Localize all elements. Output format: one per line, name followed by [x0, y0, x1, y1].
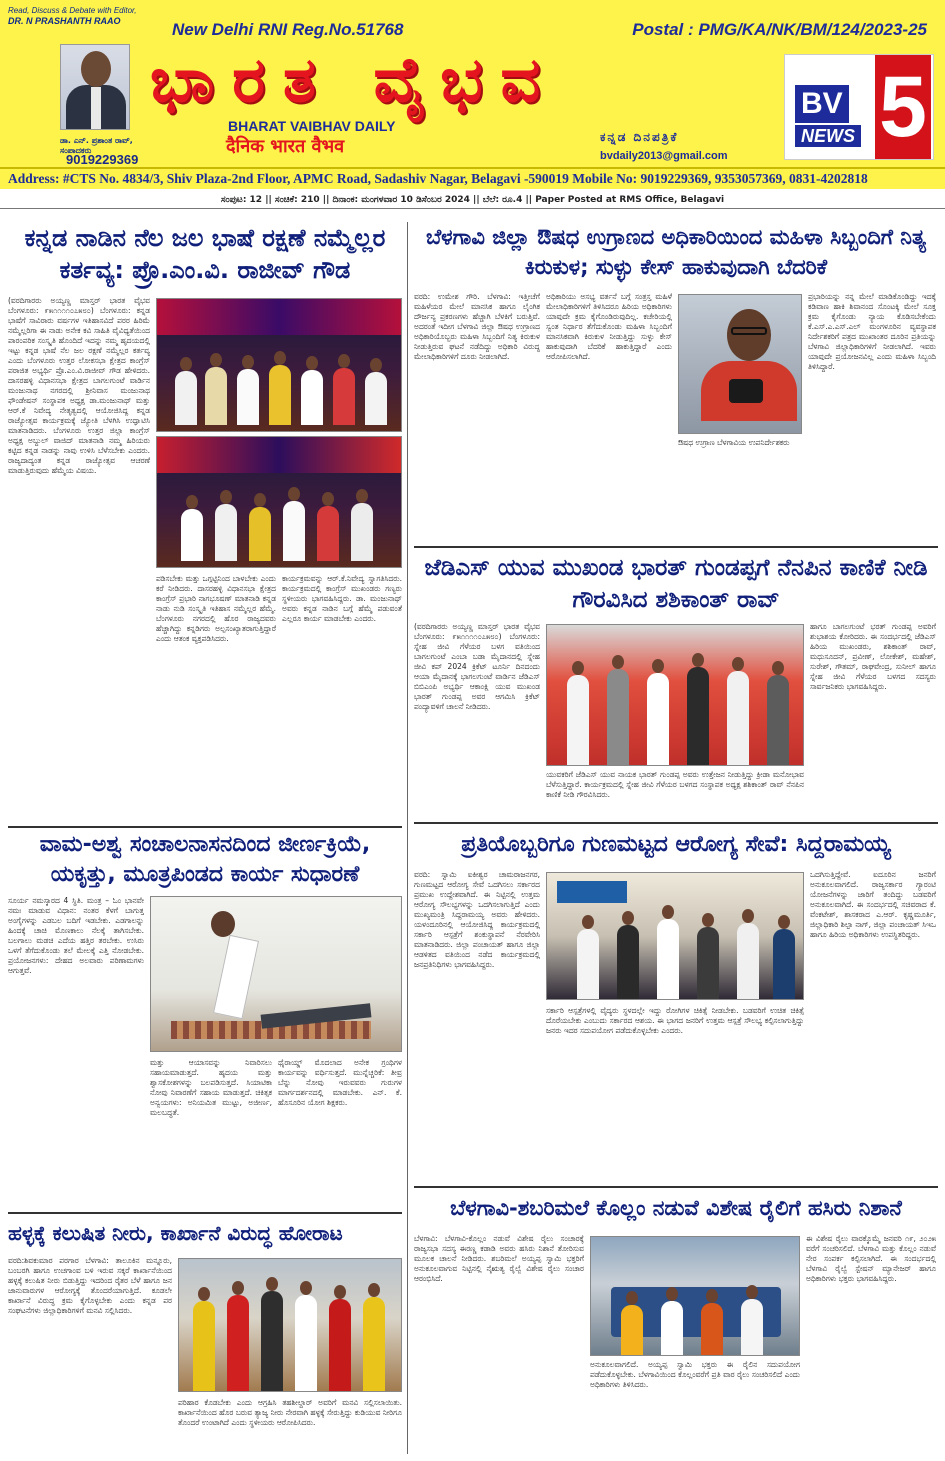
article-byline: (ವರದಿಗಾರರು ಅಯ್ಯಣ್ಣ ಮಾಸ್ತರ್ ಭಾರತ ವೈಭವ ಬೆಂಗಳೂರು: ೯೫೧೧೧೧೦೭೫೮೦): [8, 296, 150, 315]
section-divider: [414, 1186, 938, 1188]
editor-caption: ಡಾ. ಎನ್. ಪ್ರಶಾಂತ ರಾವ್, ಸಂಪಾದಕರು: [60, 136, 133, 155]
article-text-col3: ಹಾಗೂ ಬಾಗಲಗುಂಟೆ ಭರತ್ ಗುಂಡಪ್ಪ ಅವರಿಗೆ ಶುಭಾಶಯ ಕೋರಿದರು. ಈ ಸಂದರ್ಭದಲ್ಲಿ ಜೆಡಿಎಸ್ ಹಿರಿಯ ಮುಖಂಡರು, ಶಶಿಕಾಂತ್ ರಾವ್, ಮಧುಸೂದನ್, ಪ್ರವೀಣ್, ಲೋಕೇಶ್, ಮಹೇಶ್, ಸುರೇಶ್, ಗೌತಮ್, ರಾಘವೇಂದ್ರ, ಸುನೀಲ್ ಹಾಗೂ ಸ್ನೇಹ ಜೀವಿ ಗೆಳೆಯರ ಬಳಗದ ಸದಸ್ಯರು ಸಾರ್ವಜನಿಕರು ಭಾಗವಹಿಸಿದ್ದರು.: [810, 622, 936, 691]
editor-phone: 9019229369: [66, 152, 139, 167]
logo-bv: BV: [795, 85, 849, 123]
subtitle-hindi: दैनिक भारत वैभव: [226, 136, 345, 157]
article-byline: ಸೂರ್ಯ ನಮಸ್ಕಾರದ 4 ಸ್ಥಿತಿ. ಮಂತ್ರ – ಓಂ ಭಾನವೇ ನಮಃ: [8, 896, 144, 915]
article-headline: ಬೆಳಗಾವಿ-ಶಬರಿಮಲೆ ಕೊಲ್ಲಂ ನಡುವೆ ವಿಶೇಷ ರೈಲಿಗೆ ಹಸಿರು ನಿಶಾನೆ: [450, 1196, 902, 1220]
article-text-col2: ಅಧಿಕಾರಿಯು ಅಸಭ್ಯ ವರ್ತನೆ ಬಗ್ಗೆ ಸಂತ್ರಸ್ತ ಮಹಿಳೆ ಮೇಲಾಧಿಕಾರಿಗಳಿಗೆ ತಿಳಿಸಿದರೂ ಹಿರಿಯ ಅಧಿಕಾರಿಗಳು ಯಾವುದೇ ಕ್ರಮ ಕೈಗೊಂಡಿರುವುದಿಲ್ಲ. ಕಚೇರಿಯಲ್ಲಿ ಸ್ವಂತ ನಿರ್ಧಾರ ತೆಗೆದುಕೊಂಡು ಮಹಿಳಾ ಸಿಬ್ಬಂದಿಗೆ ಮಾನಸಿಕವಾಗಿ ಕಿರುಕುಳ ನೀಡುತ್ತಿದ್ದು ಸುಳ್ಳು ಕೇಸ್ ಹಾಕುವುದಾಗಿ ಬೆದರಿಕೆ ಹಾಕುತ್ತಿದ್ದಾರೆ ಎಂದು ಆರೋಪಿಸಲಾಗಿದೆ.: [546, 292, 672, 361]
article-headline: ಜೆಡಿಎಸ್ ಯುವ ಮುಖಂಡ ಭಾರತ್ ಗುಂಡಪ್ಪಗೆ ನೆನಪಿನ ಕಾಣಿಕೆ ನೀಡಿ ಗೌರವಿಸಿದ ಶಶಿಕಾಂತ್ ರಾವ್: [424, 555, 928, 613]
article-text-col2: ಪಡಿಸಬೇಕು ಮತ್ತು ಒಗ್ಗಟ್ಟಿನಿಂದ ಬಾಳಬೇಕು ಎಂದು ಕರೆ ನೀಡಿದರು. ದಾಸರಹಳ್ಳಿ ವಿಧಾನಸಭಾ ಕ್ಷೇತ್ರದ ಕಾಂಗ್ರೆಸ್ ಪ್ರಭಾರಿ ನಾಗಭೂಷಣ್ ಮಾತನಾಡಿ ಕನ್ನಡ ನಾಡು ನುಡಿ ಸಂಸ್ಕೃತಿ ಇತಿಹಾಸ ನಮ್ಮೆಲ್ಲರ ಹೆಮ್ಮೆ. ಬೆಂಗಳೂರು ನಗರದಲ್ಲಿ ಹೊರ ರಾಜ್ಯದವರು ಹೆಚ್ಚಾಗಿದ್ದು ಕನ್ನಡಿಗರು ಅಲ್ಪಸಂಖ್ಯಾತರಾಗುತ್ತಿದ್ದಾರೆ ಎಂದು ಆತಂಕ ವ್ಯಕ್ತಪಡಿಸಿದರು.: [156, 574, 276, 643]
editor-box: [8, 6, 148, 166]
article-body: [8, 296, 150, 822]
article-text-col1: ವರದಿ: ಸ್ವಾಮಿ ಐಕೀಶ್ವರ ಚಾಮರಾಜನಗರ, ಗುಣಮಟ್ಟದ ಆರೋಗ್ಯ ಸೇವೆ ಒದಗಿಸಲು ಸರ್ಕಾರದ ಪ್ರಮುಖ ಉದ್ದೇಶವಾಗಿದೆ. ಈ ನಿಟ್ಟಿನಲ್ಲಿ ಉತ್ತಮ ಆರೋಗ್ಯ ಸೌಲಭ್ಯಗಳನ್ನು ಒದಗಿಸಲಾಗುತ್ತಿದೆ ಎಂದು ಮುಖ್ಯಮಂತ್ರಿ ಸಿದ್ದರಾಮಯ್ಯ ಅವರು ಹೇಳಿದರು. ಯಳಂದೂರಿನಲ್ಲಿ ಆಯೋಜಿಸಿದ್ದ ಕಾರ್ಯಕ್ರಮದಲ್ಲಿ ಸರ್ಕಾರಿ ಆಸ್ಪತ್ರೆಗೆ ಶಂಕುಸ್ಥಾಪನೆ ನೆರವೇರಿಸಿ ಮಾತನಾಡಿದರು. ಜಿಲ್ಲಾ ಪಂಚಾಯತ್ ಹಾಗೂ ಜಿಲ್ಲಾ ಆಡಳಿತದ ವತಿಯಿಂದ ನಡೆದ ಕಾರ್ಯಕ್ರಮದಲ್ಲಿ ಜನಪ್ರತಿನಿಧಿಗಳು ಭಾಗವಹಿಸಿದ್ದರು.: [414, 870, 540, 969]
article-text-col2: ಯುವಕರಿಗೆ ಜೆಡಿಎಸ್ ಯುವ ನಾಯಕ ಭಾರತ್ ಗುಂಡಪ್ಪ ಅವರು ಉತ್ತೇಜನ ನೀಡುತ್ತಿದ್ದು ಕ್ರೀಡಾ ಮನೋಭಾವ ಬೆಳೆಸುತ್ತಿದ್ದಾರೆ. ಕಾರ್ಯಕ್ರಮದಲ್ಲಿ ಸ್ನೇಹ ಜೀವಿ ಗೆಳೆಯರ ಬಳಗದ ಸಂಸ್ಥಾಪಕ ಅಧ್ಯಕ್ಷ ಶಶಿಕಾಂತ್ ರಾವ್ ನೆನಪಿನ ಕಾಣಿಕೆ ನೀಡಿ ಗೌರವಿಸಿದರು.: [546, 770, 804, 799]
article-photo-stage-1: [156, 298, 402, 432]
editor-photo: [60, 44, 130, 130]
yoga-pose-photo: [150, 896, 402, 1052]
section-divider: [414, 822, 938, 824]
logo-number: 5: [875, 55, 931, 159]
article-drug-warehouse: [414, 222, 938, 540]
masthead: [0, 0, 945, 167]
article-text-col2: ಅನುಕೂಲವಾಗಲಿದೆ. ಅಯ್ಯಪ್ಪ ಸ್ವಾಮಿ ಭಕ್ತರು ಈ ರೈಲಿನ ಸದುಪಯೋಗ ಪಡೆದುಕೊಳ್ಳಬೇಕು. ಬೆಳಗಾವಿಯಿಂದ ಕೊಲ್ಲಂವರೆಗೆ ಪ್ರತಿ ವಾರ ರೈಲು ಸಂಚರಿಸಲಿದೆ ಎಂದು ಅಧಿಕಾರಿಗಳು ತಿಳಿಸಿದರು.: [590, 1360, 800, 1389]
article-kannada-nadu: [8, 222, 402, 822]
article-text-col2: ಪರಿಹಾರ ಕೊಡಬೇಕು ಎಂದು ಆಗ್ರಹಿಸಿ ತಹಶೀಲ್ದಾರ್ ಅವರಿಗೆ ಮನವಿ ಸಲ್ಲಿಸಲಾಯಿತು. ಕಾರ್ಖಾನೆಯಿಂದ ಹೊರ ಬರುವ ತ್ಯಾಜ್ಯ ನೀರು ನೇರವಾಗಿ ಹಳ್ಳಕ್ಕೆ ಸೇರುತ್ತಿದ್ದು ಕುಡಿಯುವ ನೀರಿಗೂ ತೊಂದರೆ ಉಂಟಾಗಿದೆ ಎಂದು ಸ್ಥಳೀಯರು ಆರೋಪಿಸಿದರು.: [178, 1398, 402, 1427]
section-divider: [8, 1212, 402, 1214]
article-text-col3: ಈ ವಿಶೇಷ ರೈಲು ವಾರಕ್ಕೊಮ್ಮೆ ಜನವರಿ ೧೯, ೨೦೨೫ ವರೆಗೆ ಸಂಚರಿಸಲಿದೆ. ಬೆಳಗಾವಿ ಮತ್ತು ಕೊಲ್ಲಂ ನಡುವೆ ನೇರ ಸಂಪರ್ಕ ಕಲ್ಪಿಸಲಾಗಿದೆ. ಈ ಸಂದರ್ಭದಲ್ಲಿ ಬೆಳಗಾವಿ ರೈಲ್ವೆ ಸ್ಟೇಷನ್ ಮ್ಯಾನೇಜರ್ ಹಾಗೂ ಅಧಿಕಾರಿಗಳು ಭಕ್ತರು ಭಾಗವಹಿಸಿದ್ದರು.: [806, 1234, 936, 1283]
section-divider: [414, 546, 938, 548]
subtitle-english: BHARAT VAIBHAV DAILY: [228, 118, 396, 134]
cm-event-photo: [546, 872, 804, 1000]
article-jds-leader: [414, 552, 938, 818]
section-divider: [8, 826, 402, 828]
article-text-col3: ಪ್ರಭಾರಿಯನ್ನು ನನ್ನ ಮೇಲೆ ಮಾಡಿಕೊಂಡಿದ್ದು ಇದಕ್ಕೆ ಕಡಿವಾಣ ಹಾಕಿ ಶಿವಾನಂದ ಸೊಂಟಕ್ಕಿ ಮೇಲೆ ಸೂಕ್ತ ಕ್ರಮ ಕೈಗೊಂಡು ನ್ಯಾಯ ಕೊಡಿಸಬೇಕೆಂದು ಕೆ.ಎಸ್.ಎ.ಎಸ್.ಎಲ್ ಮಂಗಳೂರಿನ ವ್ಯವಸ್ಥಾಪಕ ನಿರ್ದೇಶಕರಿಗೆ ಪತ್ರದ ಮುಖಾಂತರ ದೂರಿನ ಪ್ರತಿಯನ್ನು ಬೆಳಗಾವಿ ಜಿಲ್ಲಾಧಿಕಾರಿಗಳಿಗೆ ನೀಡಲಾಗಿದೆ. ಇವರು ಯಾವುದೇ ಪ್ರಯೋಜನವಿಲ್ಲ ಎಂದು ಮಹಿಳಾ ಸಿಬ್ಬಂದಿ ತಿಳಿಸಿದ್ದಾರೆ.: [808, 292, 936, 371]
article-yoga: [8, 830, 402, 1208]
article-text: ಬೆಂಗಳೂರು: ಸ್ನೇಹ ಜೀವಿ ಗೆಳೆಯರ ಬಳಗ ವತಿಯಿಂದ ಬಾಗಲಗುಂಟೆ ಎಂಬಾ ಬಡಾ ಮೈದಾನದಲ್ಲಿ ಸ್ನೇಹ ಜೀವಿ ಕಪ್ 2024 ಕ್ರಿಕೆಟ್ ಟೂರ್ನಿ ದಿನದಂದು ಆಯಾ ಮೈದಾನಕ್ಕೆ ಭಾಗಲಗುಂಟೆ ವಾರ್ಡಿನ ಜೆಡಿಎಸ್ ಬಿಬಿಎಂಪಿ ಅಭ್ಯರ್ಥಿ ಆಕಾಂಕ್ಷಿ ಯುವ ಮುಖಂಡ ಭಾರತ್ ಗುಂಡಪ್ಪ ಅವರ ಆಗಮಿಸಿ ಕ್ರಿಕೆಟ್ ಪಂದ್ಯಾವಳಿಗೆ ಚಾಲನೆ ನೀಡಿದರು.: [414, 632, 540, 711]
officer-photo: [678, 294, 802, 434]
article-text-col1: ವರದಿ:ಶಿವಕುಮಾರ ಪರಗಾರ ಬೆಳಗಾವಿ: ತಾಲೂಕಿನ ಮನ್ನೂರು, ಬಂಬರಗಿ ಹಾಗೂ ಉಚಗಾಂವ ಬಳಿ ಇರುವ ಸಕ್ಕರೆ ಕಾರ್ಖಾನೆಯಿಂದ ಹಳ್ಳಕ್ಕೆ ಕಲುಷಿತ ನೀರು ಬಿಡುತ್ತಿದ್ದು ಇದರಿಂದ ರೈತರ ಬೆಳೆ ಹಾಗೂ ಜನ ಜಾನುವಾರುಗಳ ಆರೋಗ್ಯಕ್ಕೆ ತೊಂದರೆಯಾಗುತ್ತಿದೆ. ಕೂಡಲೇ ಕಾರ್ಖಾನೆ ವಿರುದ್ಧ ಕ್ರಮ ಕೈಗೊಳ್ಳಬೇಕು ಎಂದು ಕನ್ನಡ ಪರ ಸಂಘಟನೆಗಳು ಜಿಲ್ಲಾಧಿಕಾರಿಗಳಿಗೆ ಮನವಿ ಸಲ್ಲಿಸಿದರು.: [8, 1256, 172, 1315]
article-text-col2: ಮತ್ತು ಆಯಾಸವನ್ನು ನಿವಾರಿಸಲು ಸಹಾಯಮಾಡುತ್ತದೆ. ಹೃದಯ ಮತ್ತು ಶ್ವಾಸಕೋಶಗಳನ್ನು ಬಲಪಡಿಸುತ್ತದೆ. ಸಿಯಾಟಿಕಾ ನೋವು ನಿವಾರಣೆಗೆ ಸಹಾಯ ಮಾಡುತ್ತದೆ. ಚಿಕಿತ್ಸಕ ಅನ್ವಯಗಳು: ಅನಿಯಮಿತ ಮುಟ್ಟು, ಅಜೀರ್ಣ, ಮಲಬದ್ಧತೆ.: [150, 1058, 272, 1117]
article-health-service: [414, 828, 938, 1182]
article-headline: ಪ್ರತಿಯೊಬ್ಬರಿಗೂ ಗುಣಮಟ್ಟದ ಆರೋಗ್ಯ ಸೇವೆ: ಸಿದ್ದರಾಮಯ್ಯ: [461, 832, 891, 857]
article-body: [414, 622, 540, 818]
newspaper-title: ಭಾರತ ವೈಭವ: [150, 43, 559, 116]
article-text-col1: ವರದಿ: ಉಮೇಶ ಗೌರಿ. ಬೆಳಗಾವಿ: ಇತ್ತೀಚೆಗೆ ಮಹಿಳೆಯರ ಮೇಲೆ ಮಾನಸಿಕ ಹಾಗೂ ಲೈಂಗಿಕ ದೌರ್ಜನ್ಯ ಪ್ರಕರಣಗಳು ಹೆಚ್ಚಾಗಿ ಬೆಳಕಿಗೆ ಬರುತ್ತಿವೆ. ಅದರಂತೆ ಇದೀಗ ಬೆಳಗಾವಿ ಜಿಲ್ಲಾ ಔಷಧ ಉಗ್ರಾಣದ ಅಧಿಕಾರಿಯೊಬ್ಬರು ಮಹಿಳಾ ಸಿಬ್ಬಂದಿಗೆ ನಿತ್ಯ ಕಿರುಕುಳ ನೀಡುತ್ತಿರುವ ಘಟನೆ ನಡೆದಿದ್ದು ಅಧಿಕಾರಿ ವಿರುದ್ಧ ಮೇಲಾಧಿಕಾರಿಗಳಿಗೆ ದೂರು ನೀಡಲಾಗಿದೆ.: [414, 292, 540, 361]
column-divider: [407, 222, 408, 1454]
article-text-col3: ಒದಗಿಸುತ್ತಿದ್ದೇವೆ. ಐದೂರಿನ ಜನರಿಗೆ ಅನುಕೂಲವಾಗಲಿದೆ. ರಾಜ್ಯಸರ್ಕಾರ ಗ್ಯಾರಂಟಿ ಯೋಜನೆಗಳನ್ನು ಜಾರಿಗೆ ತಂದಿದ್ದು ಬಡವರಿಗೆ ಅನುಕೂಲವಾಗಿದೆ. ಈ ಸಂದರ್ಭದಲ್ಲಿ ಸಚಿವರಾದ ಕೆ. ವೆಂಕಟೇಶ್, ಶಾಸಕರಾದ ಎ.ಆರ್. ಕೃಷ್ಣಮೂರ್ತಿ, ಜಿಲ್ಲಾಧಿಕಾರಿ ಶಿಲ್ಪಾ ನಾಗ್, ಜಿಲ್ಲಾ ಪಂಚಾಯತ್ ಸಿಇಒ ಹಾಗೂ ಹಿರಿಯ ಅಧಿಕಾರಿಗಳು ಉಪಸ್ಥಿತರಿದ್ದರು.: [810, 870, 936, 939]
issue-line: ಸಂಪುಟ: 12 || ಸಂಚಿಕೆ: 210 || ದಿನಾಂಕ: ಮಂಗಳವಾರ 10 ಡಿಸೆಂಬರ 2024 || ಬೆಲೆ: ರೂ.4 || Paper Posted at RMS Office, Belagavi: [0, 191, 945, 209]
postal-number: Postal : PMG/KA/NK/BM/124/2023-25: [632, 20, 927, 39]
photo-caption: ಔಷಧ ಉಗ್ರಾಣ ಬೆಳಗಾವಿಯ ಉಪನಿರ್ದೇಶಕರು: [678, 438, 790, 447]
article-text-col3: ಥೈರಾಯ್ಡ್ ಮೊದಲಾದ ಅನೇಕ ಗ್ರಂಥಿಗಳ ಕಾರ್ಯವನ್ನು ವರ್ಧಿಸುತ್ತದೆ. ಮುನ್ನೆಚ್ಚರಿಕೆ: ತೀವ್ರ ಬೆನ್ನು ನೋವು ಇರುವವರು ಗುರುಗಳ ಮಾರ್ಗದರ್ಶನದಲ್ಲಿ ಮಾಡಬೇಕು. ಎನ್. ಕೆ. ಹೊಸೂರಿನ ಯೋಗ ಶಿಕ್ಷಕರು.: [278, 1058, 402, 1107]
article-text-col2: ಸರ್ಕಾರಿ ಆಸ್ಪತ್ರೆಗಳಲ್ಲಿ ವೈದ್ಯರು ಸ್ಥಳದಲ್ಲೇ ಇದ್ದು ರೋಗಿಗಳ ಚಿಕಿತ್ಸೆ ನೀಡಬೇಕು. ಬಡವರಿಗೆ ಉಚಿತ ಚಿಕಿತ್ಸೆ ದೊರೆಯಬೇಕು ಎಂಬುದು ಸರ್ಕಾರದ ಆಶಯ. ಈ ಭಾಗದ ಜನರಿಗೆ ಉತ್ತಮ ಆಸ್ಪತ್ರೆ ಸೌಲಭ್ಯ ಕಲ್ಪಿಸಲಾಗುತ್ತಿದ್ದು ಜನರು ಇದರ ಸದುಪಯೋಗ ಪಡೆದುಕೊಳ್ಳಬೇಕು ಎಂದರು.: [546, 1006, 804, 1035]
article-body: [8, 896, 144, 1208]
article-headline: ಹಳ್ಳಕ್ಕೆ ಕಲುಷಿತ ನೀರು, ಕಾರ್ಖಾನೆ ವಿರುದ್ಧ ಹೋರಾಟ: [8, 1221, 343, 1245]
rni-number: New Delhi RNI Reg.No.51768: [172, 20, 404, 39]
article-headline: ವಾಮ-ಅಶ್ವ ಸಂಚಾಲನಾಸನದಿಂದ ಜೀರ್ಣಕ್ರಿಯೆ, ಯಕೃತ್ತು, ಮೂತ್ರಪಿಂಡದ ಕಾರ್ಯ ಸುಧಾರಣೆ: [39, 832, 371, 887]
editor-name: DR. N PRASHANTH RAAO: [8, 16, 121, 26]
train-flag-off-photo: [590, 1236, 800, 1356]
article-text-col1: ಬೆಳಗಾವಿ: ಬೆಳಗಾವಿ-ಕೊಲ್ಲಂ ನಡುವೆ ವಿಶೇಷ ರೈಲು ಸಂಚಾರಕ್ಕೆ ರಾಜ್ಯಸಭಾ ಸದಸ್ಯ ಈರಣ್ಣ ಕಡಾಡಿ ಅವರು ಹಸಿರು ನಿಶಾನೆ ತೋರಿಸುವ ಮೂಲಕ ಚಾಲನೆ ನೀಡಿದರು. ಶಬರಿಮಲೆ ಅಯ್ಯಪ್ಪ ಸ್ವಾಮಿ ಭಕ್ತರಿಗೆ ಅನುಕೂಲವಾಗುವ ನಿಟ್ಟಿನಲ್ಲಿ ನೈಋತ್ಯ ರೈಲ್ವೆ ವಿಶೇಷ ರೈಲು ಸಂಚಾರ ಆರಂಭಿಸಿದೆ.: [414, 1234, 584, 1283]
editor-tagline: Read, Discuss & Debate with Editor,: [8, 6, 137, 15]
article-text: ಬೆಂಗಳೂರು: ಕನ್ನಡ ಭಾಷೆಗೆ ಸಾವಿರಾರು ವರ್ಷಗಳ ಇತಿಹಾಸವಿದೆ ಪರರ ಹಿರಿಮೆ ನಮ್ಮೆಲ್ಲರಿಗಾ ಈ ನಾಡು ಅನೇಕ ಕವಿ ಸಾಹಿತಿ ವೈವಿಧ್ಯತೆಯಿಂದ ಪಾರಂಪರಿಕ ಸಂಸ್ಕೃತಿ ಹೊಂದಿದೆ ಇದನ್ನು ನಮ್ಮ ಹೃದಯದಲ್ಲಿ ಇಟ್ಟು ಕನ್ನಡ ಭಾಷೆ ನೆಲ ಜಲ ರಕ್ಷಣೆ ನಮ್ಮೆಲ್ಲರ ಕರ್ತವ್ಯ ಎಂದು ಬೆಂಗಳೂರು ಉತ್ತರ ಲೋಕಸಭಾ ಕ್ಷೇತ್ರದ ಕಾಂಗ್ರೆಸ್ ಪರಾಜಿತ ಅಭ್ಯರ್ಥಿ ಪ್ರೊ.ಎಂ.ವಿ.ರಾಜೀವ್ ಗೌಡ ಹೇಳಿದರು. ದಾಸರಹಳ್ಳಿ ವಿಧಾನಸಭಾ ಕ್ಷೇತ್ರದ ಬಾಗಲಗುಂಟೆ ವಾರ್ಡಿನ ಮಂಜುನಾಥ ನಗರದಲ್ಲಿ ಶ್ರೀನಿವಾಸ ಮಂಜುನಾಥ ಫೌಂಡೇಷನ್ ಸಂಸ್ಥಾಪಕ ಅಧ್ಯಕ್ಷ ಡಾ.ಮಂಜುನಾಥ್ ಮತ್ತು ಆರ್.ಕೆ ನಿವೇದ್ಯ ನೇತೃತ್ವದಲ್ಲಿ ಆಯೋಜಿಸಿದ್ದ ಕನ್ನಡ ರಾಜ್ಯೋತ್ಸವ ಕಾರ್ಯಕ್ರಮಕ್ಕೆ ಜ್ಯೋತಿ ಬೆಳಗಿಸಿ ಉದ್ಘಾಟಿಸಿ ಮಾತನಾಡಿದರು. ಬೆಂಗಳೂರು ಉತ್ತರ ಜಿಲ್ಲಾ ಕಾಂಗ್ರೆಸ್ ಅಧ್ಯಕ್ಷ ಅಬ್ದುಲ್ ವಾಜಿದ್ ಮಾತನಾಡಿ ನಮ್ಮ ಹಿರಿಯರು ಕಟ್ಟಿದ ಕನ್ನಡ ನಾಡನ್ನು ನಾವು ಉಳಿಸಿ ಬೆಳೆಸಬೇಕು ಎಂದರು. ರಾಜ್ಯದಾದ್ಯಂತ ಕನ್ನಡ ರಾಜ್ಯೋತ್ಸವ ಆಚರಣೆ ಮಾಡುತ್ತಿರುವುದು ಹೆಮ್ಮೆಯ ವಿಷಯ.: [8, 306, 150, 475]
article-polluted-water: [8, 1218, 402, 1454]
bv5-news-logo: [784, 54, 934, 160]
address-bar: Address: #CTS No. 4834/3, Shiv Plaza-2nd Floor, APMC Road, Sadashiv Nagar, Belagavi -590019 Mobile No: 9019229369, 9353057369, 0831-4202818: [0, 167, 945, 189]
memorandum-photo: [178, 1258, 402, 1392]
article-photo-felicitation: [546, 624, 804, 766]
article-text: ಮಾಡುವ ವಿಧಾನ: ನಂತರ ಕೆಳಗೆ ಬಾಗುತ್ತ ಅಂಗೈಗಳನ್ನು ಎಡಬಲ ಬದಿಗೆ ಇಡಬೇಕು. ಎಡಗಾಲನ್ನು ಹಿಂದಕ್ಕೆ ಚಾಚಿ ಮೊಣಕಾಲು ನೆಲಕ್ಕೆ ತಾಗಿಸಬೇಕು. ಬಲಗಾಲು ಮಡಚಿ ಎದೆಯ ಹತ್ತಿರ ತರಬೇಕು. ಉಸಿರು ಒಳಗೆ ತೆಗೆದುಕೊಂಡು ತಲೆ ಮೇಲಕ್ಕೆ ಎತ್ತಿ ನೋಡಬೇಕು. ಪ್ರಯೋಜನಗಳು: ದೇಹದ ಅಲವಾರು ಪರಿಣಾಮಗಳು ಆಗುತ್ತವೆ.: [8, 906, 144, 975]
article-text-col3: ಕಾರ್ಯಕ್ರಮವನ್ನು ಆರ್.ಕೆ.ನಿವೇದ್ಯ ಸ್ವಾಗತಿಸಿದರು. ಕಾರ್ಯಕ್ರಮದಲ್ಲಿ ಕಾಂಗ್ರೆಸ್ ಮುಖಂಡರು ಗಣ್ಯರು ಸ್ಥಳೀಯರು ಭಾಗವಹಿಸಿದ್ದರು. ಡಾ. ಮಂಜುನಾಥ್ ಅವರು ಕನ್ನಡ ನಾಡಿನ ಬಗ್ಗೆ ಹೆಮ್ಮೆ ಪಡುವಂತೆ ಎಲ್ಲರೂ ಕಾರ್ಯ ಮಾಡಬೇಕು ಎಂದರು.: [282, 574, 402, 623]
subtitle-kannada: ಕನ್ನಡ ದಿನಪತ್ರಿಕೆ: [600, 130, 679, 144]
email: bvdaily2013@gmail.com: [600, 150, 728, 162]
article-headline: ಬೆಳಗಾವಿ ಜಿಲ್ಲಾ ಔಷಧ ಉಗ್ರಾಣದ ಅಧಿಕಾರಿಯಿಂದ ಮಹಿಳಾ ಸಿಬ್ಬಂದಿಗೆ ನಿತ್ಯ ಕಿರುಕುಳ; ಸುಳ್ಳು ಕೇಸ್ ಹಾಕುವುದಾಗಿ ಬೆದರಿಕೆ: [425, 225, 926, 279]
article-special-train: [414, 1192, 938, 1454]
article-byline: (ವರದಿಗಾರರು ಅಯ್ಯಣ್ಣ ಮಾಸ್ತರ್ ಭಾರತ ವೈಭವ ಬೆಂಗಳೂರು: ೯೫೧೧೧೧೦೭೫೮೦): [414, 622, 540, 641]
logo-news: NEWS: [795, 125, 861, 147]
article-headline: ಕನ್ನಡ ನಾಡಿನ ನೆಲ ಜಲ ಭಾಷೆ ರಕ್ಷಣೆ ನಮ್ಮೆಲ್ಲರ ಕರ್ತವ್ಯ: ಪ್ರೊ.ಎಂ.ವಿ. ರಾಜೀವ್ ಗೌಡ: [24, 224, 386, 284]
article-photo-stage-2: [156, 436, 402, 568]
